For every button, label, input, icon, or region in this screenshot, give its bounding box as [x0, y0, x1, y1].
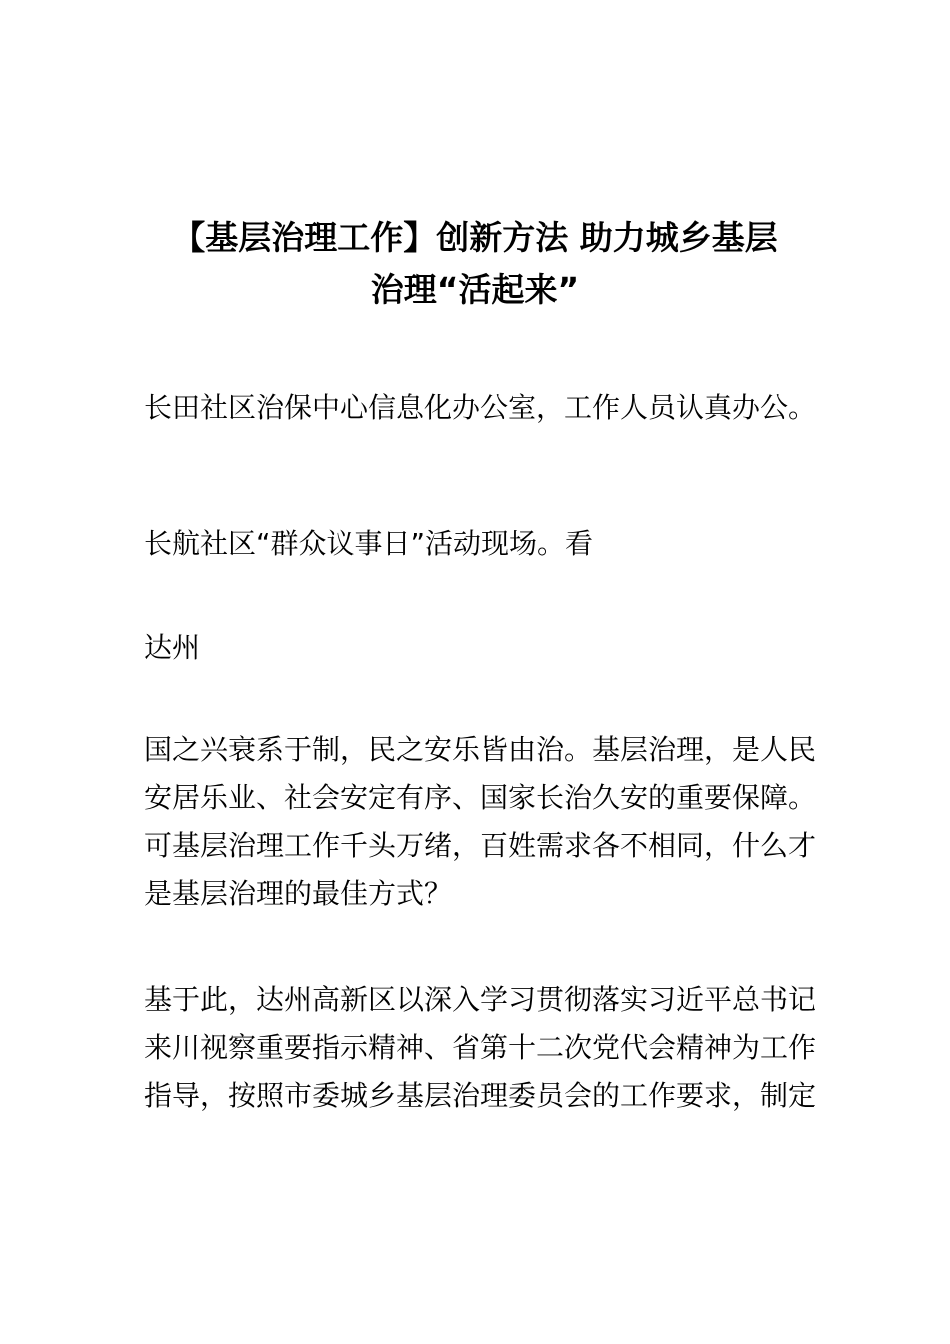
paragraph-line: 来川视察重要指示精神、省第十二次党代会精神为工作 [144, 1031, 817, 1064]
paragraph-line: 安居乐业、社会安定有序、国家长治久安的重要保障。 [144, 781, 817, 814]
document-title [120, 212, 830, 316]
caption-text: 长田社区治保中心信息化办公室，工作人员认真办公。 [144, 391, 817, 424]
photo-caption [144, 384, 824, 432]
photo-caption [144, 520, 824, 568]
caption-text: 长航社区“群众议事日”活动现场。看 [144, 527, 594, 560]
paragraph-line: 国之兴衰系于制，民之安乐皆由治。基层治理，是人民 [144, 733, 817, 766]
place-text: 达州 [144, 631, 201, 664]
paragraph [144, 726, 824, 918]
title-line: 治理“活起来” [370, 270, 580, 309]
title-line: 【基层治理工作】创新方法 助力城乡基层 [172, 218, 778, 257]
paragraph [144, 976, 824, 1120]
paragraph-line: 指导，按照市委城乡基层治理委员会的工作要求，制定 [144, 1079, 817, 1112]
paragraph-line: 可基层治理工作千头万绪，百姓需求各不相同，什么才 [144, 829, 817, 862]
paragraph-line: 是基层治理的最佳方式？ [144, 877, 453, 910]
paragraph-line: 基于此，达州高新区以深入学习贯彻落实习近平总书记 [144, 983, 817, 1016]
place-label [144, 624, 824, 672]
